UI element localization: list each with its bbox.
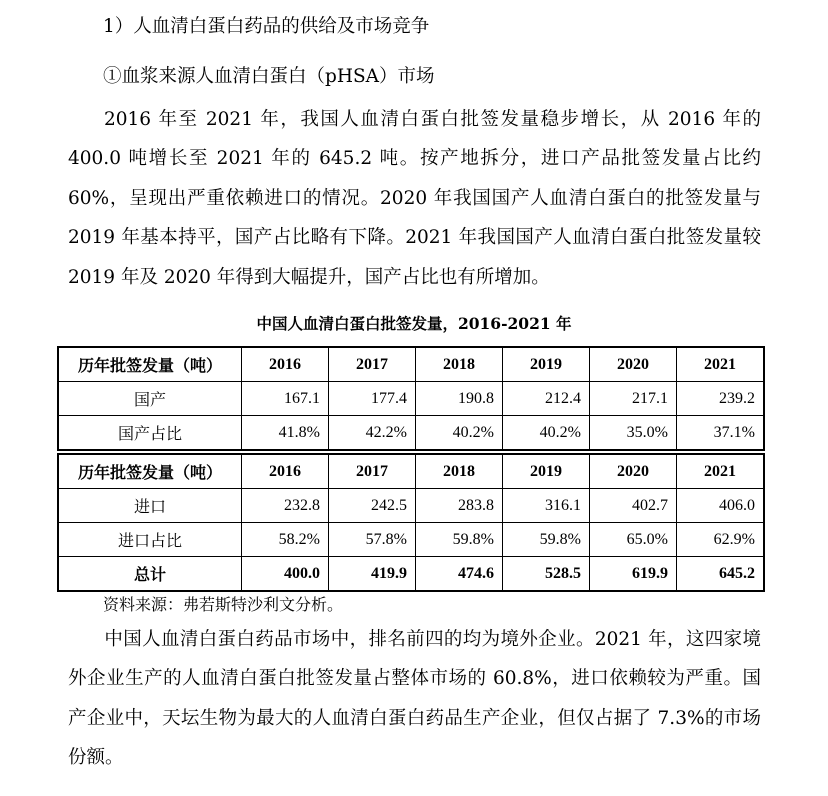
table-cell: 283.8 [416,489,503,523]
table-header-label: 历年批签发量（吨） [58,454,242,489]
table-header-row [58,347,764,382]
table-header-year: 2017 [329,454,416,489]
market-paragraph [68,620,761,778]
table-header-year: 2016 [242,347,329,382]
table-header-year: 2019 [503,347,590,382]
table-cell: 619.9 [590,557,677,592]
table-row [58,523,764,557]
source-note: 资料来源：弗若斯特沙利文分析。 [103,595,344,614]
table-cell: 242.5 [329,489,416,523]
table-cell: 400.0 [242,557,329,592]
table-cell: 239.2 [677,382,765,416]
table-cell: 59.8% [503,523,590,557]
table-header-year: 2020 [590,347,677,382]
domestic-batch-table [57,346,765,451]
table-row [58,382,764,416]
table-header-year: 2018 [416,454,503,489]
table-cell: 65.0% [590,523,677,557]
table-cell: 58.2% [242,523,329,557]
table-cell: 40.2% [503,416,590,451]
intro-paragraph-text: 2016 年至 2021 年，我国人血清白蛋白批签发量稳步增长，从 2016 年的 400.0 吨增长至 2021 年的 645.2 吨。按产地拆分，进口产品批签发量占比约 60%，呈现出严重依赖进口的情况。2020 年我国国产人血清白蛋白的批签发量与 2019 年基本持平，国产占比略有下降。2021 年我国国产人血清白蛋白批签发量较 2019 年及 2020 年得到大幅提升，国产占比也有所增加。 [68,109,761,288]
table-cell: 42.2% [329,416,416,451]
table-header-year: 2021 [677,454,765,489]
table-total-row [58,557,764,592]
table-header-year: 2021 [677,347,765,382]
table-cell: 41.8% [242,416,329,451]
table-cell: 177.4 [329,382,416,416]
table-cell: 406.0 [677,489,765,523]
table-cell: 232.8 [242,489,329,523]
table-header-year: 2016 [242,454,329,489]
table-row [58,489,764,523]
table-cell: 190.8 [416,382,503,416]
subsection-heading: ①血浆来源人血清白蛋白（pHSA）市场 [103,66,435,87]
import-batch-table [57,453,765,592]
table-cell: 167.1 [242,382,329,416]
row-label: 国产占比 [58,416,242,451]
section-heading: 1）人血清白蛋白药品的供给及市场竞争 [103,16,430,37]
table-header-year: 2017 [329,347,416,382]
table-cell: 35.0% [590,416,677,451]
table-cell: 57.8% [329,523,416,557]
table-header-year: 2019 [503,454,590,489]
table-cell: 62.9% [677,523,765,557]
intro-paragraph [68,100,761,297]
row-label: 总计 [58,557,242,592]
table-cell: 645.2 [677,557,765,592]
table-cell: 40.2% [416,416,503,451]
table-caption: 中国人血清白蛋白批签发量，2016-2021 年 [256,314,572,333]
table-cell: 212.4 [503,382,590,416]
table-cell: 59.8% [416,523,503,557]
table-cell: 528.5 [503,557,590,592]
market-paragraph-text: 中国人血清白蛋白药品市场中，排名前四的均为境外企业。2021 年，这四家境外企业生产的人血清白蛋白批签发量占整体市场的 60.8%，进口依赖较为严重。国产企业中，天坛生物为最大的人血清白蛋白药品生产企业，但仅占据了 7.3%的市场份额。 [68,629,761,769]
table-cell: 37.1% [677,416,765,451]
table-header-label: 历年批签发量（吨） [58,347,242,382]
table-cell: 419.9 [329,557,416,592]
table-header-year: 2018 [416,347,503,382]
table-header-row [58,454,764,489]
row-label: 进口占比 [58,523,242,557]
row-label: 进口 [58,489,242,523]
table-cell: 402.7 [590,489,677,523]
table-cell: 316.1 [503,489,590,523]
table-cell: 474.6 [416,557,503,592]
table-row [58,416,764,451]
row-label: 国产 [58,382,242,416]
table-header-year: 2020 [590,454,677,489]
table-cell: 217.1 [590,382,677,416]
